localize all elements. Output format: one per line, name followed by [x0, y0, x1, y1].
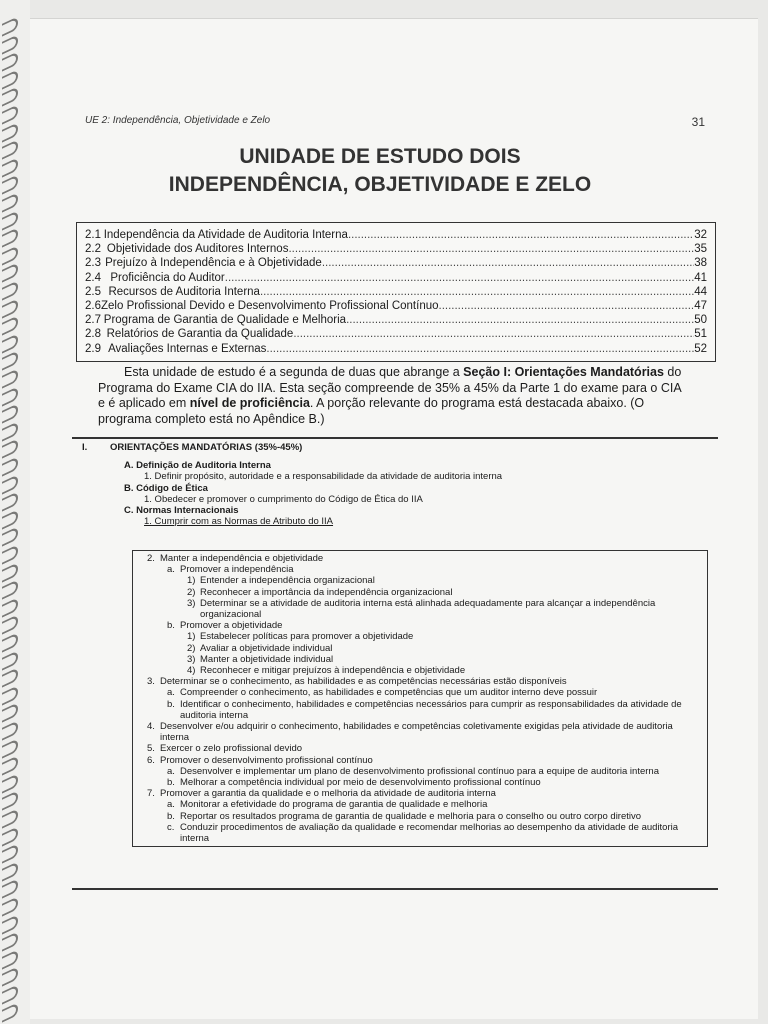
- toc-leader-dots: [293, 328, 694, 340]
- toc-page: 35: [694, 243, 707, 256]
- toc-title: Programa de Garantia de Qualidade e Melhoria: [103, 314, 347, 327]
- item-marker: b.: [167, 810, 175, 822]
- spiral-coil: [2, 34, 18, 54]
- topic-a: A. Definição de Auditoria Interna: [124, 460, 271, 472]
- spiral-coil: [2, 139, 18, 159]
- syllabus-item: [147, 788, 703, 799]
- item-marker: 2): [187, 586, 196, 598]
- topic-c-1: 1. Cumprir com as Normas de Atributo do IIA: [144, 516, 334, 528]
- spiral-coil: [2, 491, 18, 511]
- spiral-coil: [2, 16, 18, 36]
- item-marker: 4.: [147, 721, 155, 733]
- spiral-coil: [2, 227, 18, 247]
- title-line-1: UNIDADE DE ESTUDO DOIS: [239, 145, 521, 168]
- spiral-coil: [2, 298, 18, 318]
- spiral-coil: [2, 579, 18, 599]
- spiral-coil: [2, 509, 18, 529]
- syllabus-item: [147, 699, 703, 721]
- spiral-coil: [2, 421, 18, 441]
- syllabus-item: [147, 743, 703, 754]
- toc-page: 32: [694, 229, 707, 241]
- item-marker: 3): [187, 653, 196, 665]
- item-marker: a.: [167, 799, 175, 811]
- spiral-coil: [2, 527, 18, 547]
- item-text: Entender a independência organizacional: [200, 575, 375, 587]
- spiral-coil: [2, 861, 18, 881]
- item-marker: b.: [167, 698, 175, 710]
- toc-entry: [85, 328, 707, 342]
- spiral-coil: [2, 755, 18, 775]
- spiral-coil: [2, 984, 18, 1004]
- item-marker: a.: [167, 687, 175, 699]
- toc-entry: [85, 300, 707, 314]
- toc-title: Prejuízo à Independência e à Objetividade: [105, 257, 322, 270]
- item-text: Identificar o conhecimento, habilidades e competências necessários para cumprir as responsabilidades da atividade de auditoria interna: [180, 698, 682, 721]
- topic-c: C. Normas Internacionais: [124, 505, 239, 517]
- spiral-coil: [2, 104, 18, 124]
- item-marker: 2): [187, 642, 196, 654]
- spiral-coil: [2, 914, 18, 934]
- toc-title: Independência da Atividade de Auditoria Interna: [103, 229, 348, 241]
- syllabus-item: [147, 620, 703, 631]
- running-title: UE 2: Independência, Objetividade e Zelo: [85, 115, 271, 126]
- item-text: Conduzir procedimentos de avaliação da qualidade e recomendar melhorias ao desempenho da atividade de auditoria interna: [180, 821, 679, 845]
- spiral-binding: [0, 0, 30, 1024]
- item-text: Exercer o zelo profissional devido: [160, 743, 303, 755]
- page-number: 31: [691, 115, 705, 129]
- item-marker: 1): [187, 631, 196, 643]
- toc-leader-dots: [266, 343, 694, 355]
- item-text: Manter a independência e objetividade: [160, 553, 324, 564]
- item-text: Melhorar a competência individual por meio de desenvolvimento profissional contínuo: [180, 777, 541, 789]
- item-marker: 4): [187, 665, 196, 677]
- spiral-coil: [2, 544, 18, 564]
- spiral-coil: [2, 632, 18, 652]
- syllabus-item: [147, 665, 703, 676]
- spiral-coil: [2, 685, 18, 705]
- syllabus-item: [147, 766, 703, 777]
- toc-number: 2.1: [85, 229, 101, 241]
- syllabus-item: [147, 575, 703, 586]
- document-page: [30, 18, 758, 1019]
- item-text: Desenvolver e/ou adquirir o conhecimento, habilidades e competências coletivamente exigidas pela atividade de auditoria interna: [160, 721, 673, 744]
- toc-entry: [85, 243, 707, 257]
- item-marker: 7.: [147, 788, 155, 800]
- syllabus-item: [147, 654, 703, 665]
- toc-entry: [85, 229, 707, 243]
- item-text: Reportar os resultados programa de garantia de qualidade e melhoria para o conselho ou outro corpo diretivo: [180, 810, 642, 822]
- toc-number: 2.5: [85, 285, 101, 298]
- spiral-coil: [2, 351, 18, 371]
- toc-entry: [85, 286, 707, 300]
- spiral-coil: [2, 210, 18, 230]
- item-marker: 6.: [147, 754, 155, 766]
- toc-entry: [85, 343, 707, 357]
- spiral-coil: [2, 843, 18, 863]
- item-text: Monitorar a efetividade do programa de garantia de qualidade e melhoria: [180, 799, 488, 811]
- spiral-coil: [2, 192, 18, 212]
- topic-b-1: 1. Obedecer e promover o cumprimento do Código de Ética do IIA: [144, 493, 423, 505]
- item-marker: a.: [167, 765, 175, 777]
- item-marker: 1): [187, 575, 196, 587]
- spiral-coil: [2, 826, 18, 846]
- spiral-coil: [2, 650, 18, 670]
- spiral-coil: [2, 315, 18, 335]
- item-text: Avaliar a objetividade individual: [200, 642, 333, 654]
- table-of-contents: [76, 222, 716, 362]
- title-line-2: INDEPENDÊNCIA, OBJETIVIDADE E ZELO: [168, 173, 592, 196]
- spiral-coil: [2, 386, 18, 406]
- syllabus-item: [147, 721, 703, 743]
- toc-title: Objetividade dos Auditores Internos: [106, 243, 289, 256]
- toc-leader-dots: [439, 300, 695, 312]
- syllabus-item: [147, 777, 703, 788]
- topic-a-1: 1. Definir propósito, autoridade e a responsabilidade da atividade de auditoria interna: [144, 471, 503, 483]
- spiral-coil: [2, 456, 18, 476]
- item-marker: c.: [167, 821, 175, 833]
- syllabus-item: [147, 643, 703, 654]
- toc-page: 47: [694, 299, 707, 312]
- intro-paragraph: [98, 365, 688, 427]
- syllabus-item: [147, 799, 703, 810]
- spiral-coil: [2, 69, 18, 89]
- toc-number: 2.3: [85, 257, 101, 270]
- syllabus-item: [147, 755, 703, 766]
- spiral-coil: [2, 703, 18, 723]
- spiral-coil: [2, 474, 18, 494]
- toc-entry: [85, 272, 707, 286]
- toc-page: 41: [694, 271, 707, 284]
- toc-title: Recursos de Auditoria Interna: [108, 285, 260, 298]
- toc-leader-dots: [348, 229, 694, 241]
- toc-page: 50: [694, 314, 707, 327]
- spiral-coil: [2, 738, 18, 758]
- spiral-coil: [2, 808, 18, 828]
- item-marker: b.: [167, 777, 175, 789]
- spiral-coil: [2, 403, 18, 423]
- spiral-coil: [2, 967, 18, 987]
- intro-text-2: do Programa do Exame CIA do IIA. Esta seção compreende de 35% a 45% da Parte 1 do exame para o CIA e é aplicado em: [98, 365, 682, 410]
- running-header: [85, 115, 705, 129]
- section-roman: I.: [82, 442, 88, 453]
- divider-top: [72, 437, 718, 439]
- syllabus-item: [147, 587, 703, 598]
- item-marker: b.: [167, 620, 175, 632]
- toc-page: 44: [694, 285, 707, 298]
- toc-leader-dots: [260, 286, 694, 298]
- toc-title: Zelo Profissional Devido e Desenvolvimento Profissional Contínuo: [101, 299, 439, 312]
- spiral-coil: [2, 615, 18, 635]
- item-text: Promover a independência: [180, 564, 294, 576]
- item-marker: a.: [167, 564, 175, 576]
- toc-entry: [85, 257, 707, 271]
- item-text: Compreender o conhecimento, as habilidades e competências que um auditor interno deve possuir: [180, 687, 598, 699]
- spiral-coil: [2, 720, 18, 740]
- item-text: Promover a objetividade: [180, 620, 283, 632]
- spiral-coil: [2, 597, 18, 617]
- toc-number: 2.6: [85, 299, 101, 312]
- spiral-coil: [2, 175, 18, 195]
- toc-page: 38: [694, 257, 707, 270]
- syllabus-section: [82, 442, 712, 845]
- syllabus-item: [147, 553, 703, 564]
- syllabus-item: [147, 822, 703, 844]
- spiral-coil: [2, 791, 18, 811]
- item-text: Desenvolver e implementar um plano de desenvolvimento profissional contínuo para a equipe de auditoria interna: [180, 765, 659, 777]
- item-text: Reconhecer e mitigar prejuízos à independência e objetividade: [200, 665, 466, 677]
- syllabus-item: [147, 598, 703, 620]
- spiral-coil: [2, 280, 18, 300]
- spiral-coil: [2, 773, 18, 793]
- item-text: Estabelecer políticas para promover a objetividade: [200, 631, 414, 643]
- section-heading: [82, 442, 712, 453]
- toc-number: 2.4: [85, 271, 101, 284]
- spiral-coil: [2, 263, 18, 283]
- syllabus-item: [147, 687, 703, 698]
- toc-title: Relatórios de Garantia da Qualidade: [106, 328, 294, 341]
- spiral-coil: [2, 667, 18, 687]
- spiral-coil: [2, 949, 18, 969]
- spiral-coil: [2, 562, 18, 582]
- spiral-coil: [2, 87, 18, 107]
- item-text: Determinar se a atividade de auditoria interna está alinhada adequadamente para alcançar a independência organizacional: [200, 597, 656, 621]
- spiral-coil: [2, 157, 18, 177]
- divider-bottom: [72, 888, 718, 890]
- topic-b: B. Código de Ética: [124, 482, 208, 494]
- syllabus-item: [147, 631, 703, 642]
- spiral-coil: [2, 896, 18, 916]
- intro-bold-2: nível de proficiência: [189, 396, 310, 410]
- toc-leader-dots: [225, 272, 694, 284]
- item-text: Determinar se o conhecimento, as habilidades e as competências necessárias estão disponíveis: [160, 676, 567, 688]
- spiral-coil: [2, 879, 18, 899]
- toc-number: 2.8: [85, 328, 101, 341]
- spiral-coil: [2, 333, 18, 353]
- spiral-coil: [2, 1002, 18, 1022]
- item-text: Manter a objetividade individual: [200, 653, 334, 665]
- toc-leader-dots: [322, 257, 694, 269]
- item-marker: 3.: [147, 676, 155, 688]
- toc-title: Proficiência do Auditor: [110, 271, 225, 284]
- item-text: Reconhecer a importância da independência organizacional: [200, 586, 453, 598]
- section-heading-text: ORIENTAÇÕES MANDATÓRIAS (35%-45%): [110, 442, 303, 453]
- syllabus-item: [147, 564, 703, 575]
- spiral-coil: [2, 931, 18, 951]
- toc-title: Avaliações Internas e Externas: [108, 342, 267, 355]
- toc-leader-dots: [288, 243, 694, 255]
- spiral-coil: [2, 245, 18, 265]
- spiral-coil: [2, 51, 18, 71]
- toc-page: 52: [694, 342, 707, 355]
- toc-page: 51: [694, 328, 707, 341]
- page-title: [30, 143, 730, 199]
- intro-text-1: Esta unidade de estudo é a segunda de duas que abrange a: [124, 365, 464, 379]
- toc-number: 2.2: [85, 243, 101, 256]
- syllabus-item: [147, 676, 703, 687]
- toc-number: 2.7: [85, 314, 101, 327]
- intro-bold-1: Seção I: Orientações Mandatórias: [463, 365, 664, 379]
- spiral-coil: [2, 122, 18, 142]
- item-marker: 2.: [147, 553, 155, 564]
- highlighted-syllabus-box: [132, 550, 708, 847]
- syllabus-item: [147, 811, 703, 822]
- toc-entry: [85, 314, 707, 328]
- item-text: Promover o desenvolvimento profissional contínuo: [160, 754, 373, 766]
- item-marker: 3): [187, 597, 196, 609]
- spiral-coil: [2, 368, 18, 388]
- spiral-coil: [2, 439, 18, 459]
- item-text: Promover a garantia da qualidade e o melhoria da atividade de auditoria interna: [160, 788, 496, 800]
- intro-text-3: . A porção relevante do programa está destacada abaixo. (O programa completo está no Apêndice B.): [98, 396, 645, 426]
- item-marker: 5.: [147, 743, 155, 755]
- toc-number: 2.9: [85, 342, 101, 355]
- toc-leader-dots: [346, 314, 694, 326]
